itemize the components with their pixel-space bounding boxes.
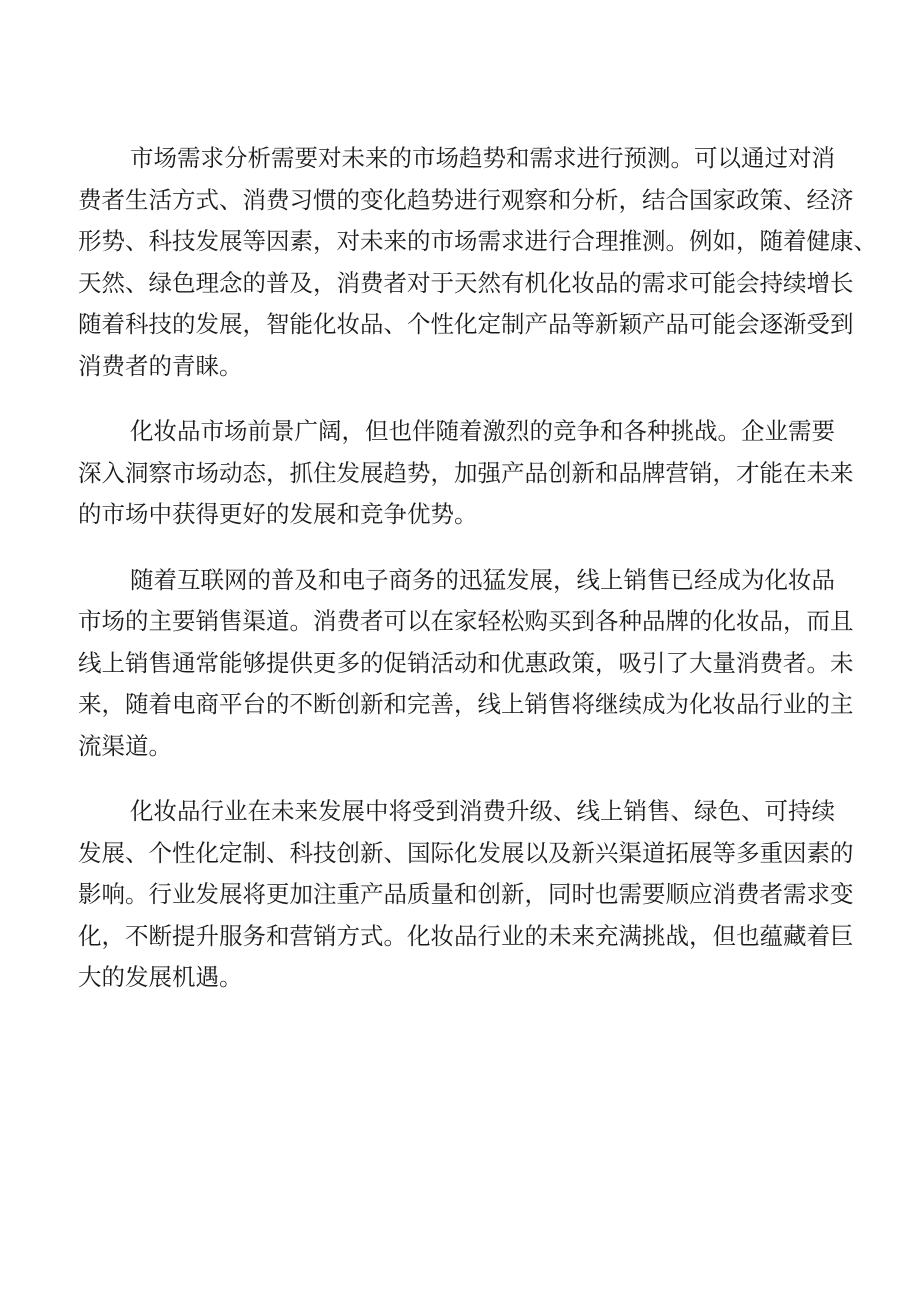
text-line: 随着互联网的普及和电子商务的迅猛发展，线上销售已经成为化妆品: [130, 565, 835, 594]
text-line: 天然、绿色理念的普及，消费者对于天然有机化妆品的需求可能会持续增长: [78, 268, 854, 297]
text-line: 市场需求分析需要对未来的市场趋势和需求进行预测。可以通过对消: [130, 144, 835, 172]
text-line: 化妆品市场前景广阔，但也伴随着激烈的竞争和各种挑战。企业需要: [130, 417, 835, 445]
paragraph-market-outlook: [78, 411, 854, 536]
text-line: 深入洞察市场动态，抓住发展趋势，加强产品创新和品牌营销，才能在未来: [78, 458, 854, 487]
text-line: 消费者的青睐。: [78, 351, 243, 380]
text-line: 化，不断提升服务和营销方式。化妆品行业的未来充满挑战，但也蕴藏着巨: [78, 921, 854, 950]
text-line: 影响。行业发展将更加注重产品质量和创新，同时也需要顺应消费者需求变: [78, 880, 854, 908]
paragraph-industry-future: [78, 791, 854, 999]
text-line: 发展、个性化定制、科技创新、国际化发展以及新兴渠道拓展等多重因素的: [78, 838, 854, 867]
text-line: 费者生活方式、消费习惯的变化趋势进行观察和分析，结合国家政策、经济: [78, 185, 854, 214]
text-line: 的市场中获得更好的发展和竞争优势。: [78, 500, 478, 528]
text-line: 线上销售通常能够提供更多的促销活动和优惠政策，吸引了大量消费者。未: [78, 648, 854, 677]
text-line: 形势、科技发展等因素，对未来的市场需求进行合理推测。例如，随着健康、: [78, 227, 877, 255]
text-line: 大的发展机遇。: [78, 963, 243, 991]
document-body: [78, 138, 877, 1023]
text-line: 随着科技的发展，智能化妆品、个性化定制产品等新颖产品可能会逐渐受到: [78, 310, 854, 338]
text-line: 化妆品行业在未来发展中将受到消费升级、线上销售、绿色、可持续: [130, 797, 835, 825]
paragraph-demand-analysis: [78, 138, 877, 387]
paragraph-online-sales: [78, 560, 854, 768]
text-line: 来，随着电商平台的不断创新和完善，线上销售将继续成为化妆品行业的主: [78, 690, 854, 718]
text-line: 市场的主要销售渠道。消费者可以在家轻松购买到各种品牌的化妆品，而且: [78, 607, 854, 635]
text-line: 流渠道。: [78, 731, 172, 760]
